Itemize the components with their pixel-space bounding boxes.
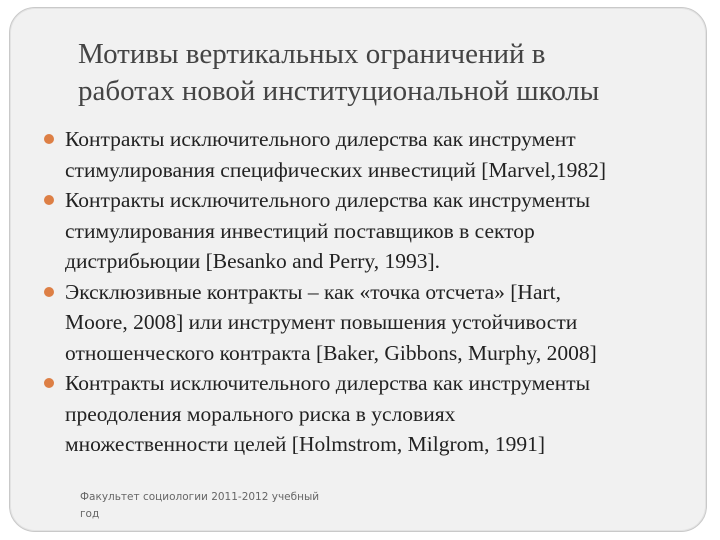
bullet-4-line-3: множественности целей [Holmstrom, Milgrom, 1991] — [65, 432, 546, 456]
bullet-item-3 — [0, 277, 720, 369]
bullet-dot-icon — [44, 195, 54, 205]
bullet-3-line-3: отношенческого контракта [Baker, Gibbons, Murphy, 2008] — [65, 340, 597, 365]
title-line-1: Мотивы вертикальных ограничений в — [78, 38, 546, 70]
bullet-4-line-2: преодоления морального риска в условиях — [65, 401, 456, 426]
bullet-dot-icon — [44, 378, 54, 388]
footer-line-1: Факультет социологии 2011-2012 учебный — [80, 491, 320, 503]
bullet-item-2 — [0, 185, 720, 277]
slide-title — [78, 36, 698, 110]
bullet-1-line-1: Контракты исключительного дилерства как инструмент — [65, 127, 576, 151]
bullet-3-line-1: Эксклюзивные контракты – как «точка отсчета» [Hart, — [65, 279, 562, 304]
title-line-2: работах новой институциональной школы — [78, 75, 600, 107]
bullet-dot-icon — [44, 134, 54, 144]
bullet-1-line-2: стимулирования специфических инвестиций [Marvel,1982] — [65, 157, 607, 182]
bullet-dot-icon — [44, 287, 54, 297]
bullet-3-line-2: Moore, 2008] или инструмент повышения устойчивости — [65, 310, 578, 334]
bullet-list — [0, 124, 720, 460]
bullet-item-4 — [0, 368, 720, 460]
bullet-2-line-2: стимулирования инвестиций поставщиков в сектор — [65, 218, 535, 243]
bullet-2-line-3: дистрибьюции [Besanko and Perry, 1993]. — [65, 249, 441, 273]
footer-line-2: год — [80, 508, 100, 520]
bullet-4-line-1: Контракты исключительного дилерства как инструменты — [65, 371, 591, 395]
bullet-item-1 — [0, 124, 720, 185]
bullet-2-line-1: Контракты исключительного дилерства как инструменты — [65, 188, 591, 212]
slide-footer — [80, 489, 380, 523]
